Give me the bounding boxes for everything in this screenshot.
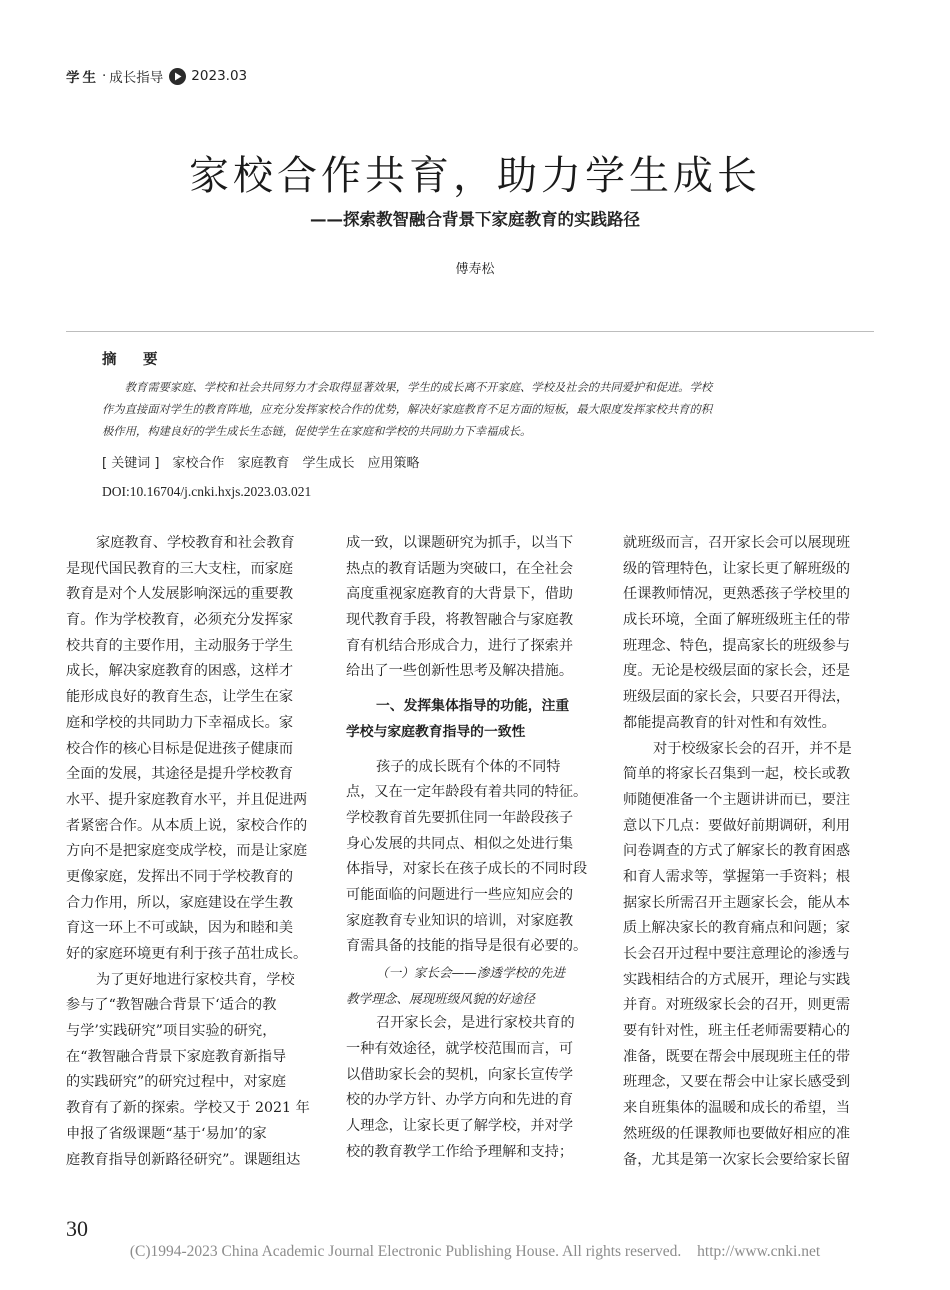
body-column-2 [346,531,598,1166]
text-line: 并育。对班级家长会的召开，则更需 [623,997,851,1014]
text-line: 级的管理特色，让家长更了解班级的 [623,560,851,577]
keywords-label: [ 关键词 ] [102,456,160,471]
subsection-heading: （一）家长会——渗透学校的先进 [376,965,565,980]
text-line: 以借助家长会的契机，向家长宣传学 [346,1066,574,1083]
text-line: 者紧密合作。从本质上说，家校合作的 [66,817,308,834]
text-line: 育需具备的技能的指导是很有必要的。 [346,938,588,955]
text-line: 和育人需求等，掌握第一手资料；根 [623,868,851,885]
text-line: 意以下几点：要做好前期调研，利用 [623,817,851,834]
text-line: 与学’实践研究”项目实验的研究， [66,1023,277,1040]
footer-url: http://www.cnki.net [697,1243,821,1260]
text-line: 合力作用，所以，家庭建设在学生教 [66,894,294,911]
text-line: 然班级的任课教师也要做好相应的准 [623,1125,851,1142]
text-line: 校的办学方针、办学方向和先进的育 [346,1092,574,1109]
text-line: 水平、提升家庭教育水平，并且促进两 [66,791,308,808]
text-line: 成长，解决家庭教育的困惑，这样才 [66,663,294,680]
text-line: 能形成良好的教育生态，让学生在家 [66,689,294,706]
running-header [66,66,247,86]
abstract-body [102,377,854,443]
text-line: 对于校级家长会的召开，并不是 [653,740,852,757]
text-line: 好的家庭环境更有利于孩子茁壮成长。 [66,946,308,962]
spacer [346,746,598,755]
section-heading: 一、发挥集体指导的功能，注重 [376,698,570,715]
column-name: 成长指导 [109,70,164,86]
keyword: 学生成长 [302,456,355,471]
play-circle-icon [169,68,186,85]
issue-number: 2023.03 [191,68,248,84]
text-line: 班级层面的家长会，只要召开得法， [623,689,851,706]
keyword: 家校合作 [172,456,225,471]
copyright-text: (C)1994-2023 China Academic Journal Electronic Publishing House. All rights reserved. [129,1243,682,1260]
text-line: 庭和学校的共同助力下幸福成长。家 [66,714,294,731]
text-line: 学校教育首先要抓住同一年龄段孩子 [346,809,574,826]
text-line: 是现代国民教育的三大支柱，而家庭 [66,560,294,577]
text-line: 召开家长会，是进行家校共育的 [376,1015,575,1032]
text-line: 可能面临的问题进行一些应知应会的 [346,886,574,903]
text-line: 庭教育指导创新路径研究”。课题组达 [66,1151,301,1168]
text-line: 在“教智融合背景下家庭教育新指导 [66,1048,287,1065]
text-line: 校共育的主要作用，主动服务于学生 [66,637,294,654]
text-line: 班理念，又要在帮会中让家长感受到 [623,1074,851,1091]
abstract-line: 教育需要家庭、学校和社会共同努力才会取得显著效果，学生的成长离不开家庭、学校及社会的共同爱护和促进。学校 [102,381,713,394]
text-line: 点，又在一定年龄段有着共同的特征。 [346,784,588,801]
text-line: 育有机结合形成合力，进行了探索并 [346,637,574,654]
page-number: 30 [66,1216,88,1241]
text-line: 更像家庭，发挥出不同于学校教育的 [66,868,294,885]
text-line: 的实践研究”的研究过程中，对家庭 [66,1074,287,1091]
abstract-heading: 摘 要 [102,352,164,368]
text-line: 方向不是把家庭变成学校，而是让家庭 [66,843,308,860]
header-separator: · [102,68,107,84]
text-line: 都能提高教育的针对性和有效性。 [623,714,836,731]
text-line: 给出了一些创新性思考及解决措施。 [346,663,574,680]
text-line: 据家长所需召开主题家长会，能从本 [623,894,851,911]
text-line: 参与了“教智融合背景下‘适合的教 [66,997,277,1014]
text-line: 育这一环上不可或缺，因为和睦和美 [66,920,294,937]
abstract-line: 作为直接面对学生的教育阵地，应充分发挥家校合作的优势，解决好家庭教育不足方面的短板，最大限度发挥家校共育的积 [102,403,713,416]
text-line: 热点的教育话题为突破口，在全社会 [346,560,574,577]
text-line: 就班级而言，召开家长会可以展现班 [623,535,851,551]
text-line: 教育是对个人发展影响深远的重要教 [66,586,294,603]
keywords [102,452,432,471]
text-line: 全面的发展，其途径是提升学校教育 [66,766,294,783]
text-line: 育。作为学校教育，必须充分发挥家 [66,612,294,629]
text-line: 问卷调查的方式了解家长的教育困惑 [623,843,851,860]
text-line: 人理念，让家长更了解学校，并对学 [346,1118,574,1135]
text-line: 长会召开过程中要注意理论的渗透与 [623,946,851,962]
text-line: 家庭教育专业知识的培训，对家庭教 [346,912,574,929]
text-line: 孩子的成长既有个体的不同特 [376,758,561,775]
text-line: 实践相结合的方式展开，理论与实践 [623,971,851,988]
text-line: 准备，既要在帮会中展现班主任的带 [623,1048,851,1065]
header-divider [66,331,874,332]
text-line: 备，尤其是第一次家长会要给家长留 [623,1151,851,1168]
text-line: 校的教育教学工作给予理解和支持； [346,1143,574,1160]
text-line: 任课教师情况，更熟悉孩子学校里的 [623,586,851,603]
text-line: 高度重视家庭教育的大背景下，借助 [346,586,574,603]
journal-brand: 学生 [66,70,99,86]
text-line: 校合作的核心目标是促进孩子健康而 [66,740,294,757]
text-line: 要有针对性，班主任老师需要精心的 [623,1023,851,1040]
keyword: 家庭教育 [237,456,290,471]
text-line: 度。无论是校级层面的家长会，还是 [623,663,851,680]
copyright-footer [0,1243,950,1261]
doi: DOI:10.16704/j.cnki.hxjs.2023.03.021 [102,484,312,499]
text-line: 成长环境，全面了解班级班主任的带 [623,612,851,629]
text-line: 体指导，对家长在孩子成长的不同时段 [346,861,588,878]
body-column-1 [66,531,318,1173]
body-column-3 [623,531,875,1173]
text-line: 质上解决家长的教育痛点和问题；家 [623,920,851,937]
section-heading: 学校与家庭教育指导的一致性 [346,723,526,740]
text-line: 师随便准备一个主题讲讲而已，要注 [623,791,851,808]
text-line: 家庭教育、学校教育和社会教育 [96,535,295,551]
subsection-heading: 教学理念、展现班级风貌的好途径 [346,990,535,1006]
text-line: 为了更好地进行家校共育，学校 [96,971,295,988]
article-subtitle: ——探索教智融合背景下家庭教育的实践路径 [310,210,640,229]
spacer [346,685,598,694]
text-line: 班理念、特色，提高家长的班级参与 [623,637,851,654]
text-line: 现代教育手段，将教智融合与家庭教 [346,612,574,629]
keyword: 应用策略 [367,456,420,471]
article-title: 家校合作共育，助力学生成长 [189,153,761,199]
text-line: 来自班集体的温暖和成长的希望，当 [623,1100,851,1117]
text-line: 教育有了新的探索。学校又于 2021 年 [66,1100,310,1117]
text-line: 申报了省级课题“基于‘易加’的家 [66,1125,267,1142]
text-line: 成一致，以课题研究为抓手，以当下 [346,535,574,551]
article-author: 傅寿松 [455,262,495,277]
text-line: 身心发展的共同点、相似之处进行集 [346,835,574,852]
text-line: 简单的将家长召集到一起，校长或教 [623,766,851,783]
text-line: 一种有效途径，就学校范围而言，可 [346,1041,574,1058]
abstract-line: 极作用，构建良好的学生成长生态链，促使学生在家庭和学校的共同助力下幸福成长。 [102,425,532,438]
